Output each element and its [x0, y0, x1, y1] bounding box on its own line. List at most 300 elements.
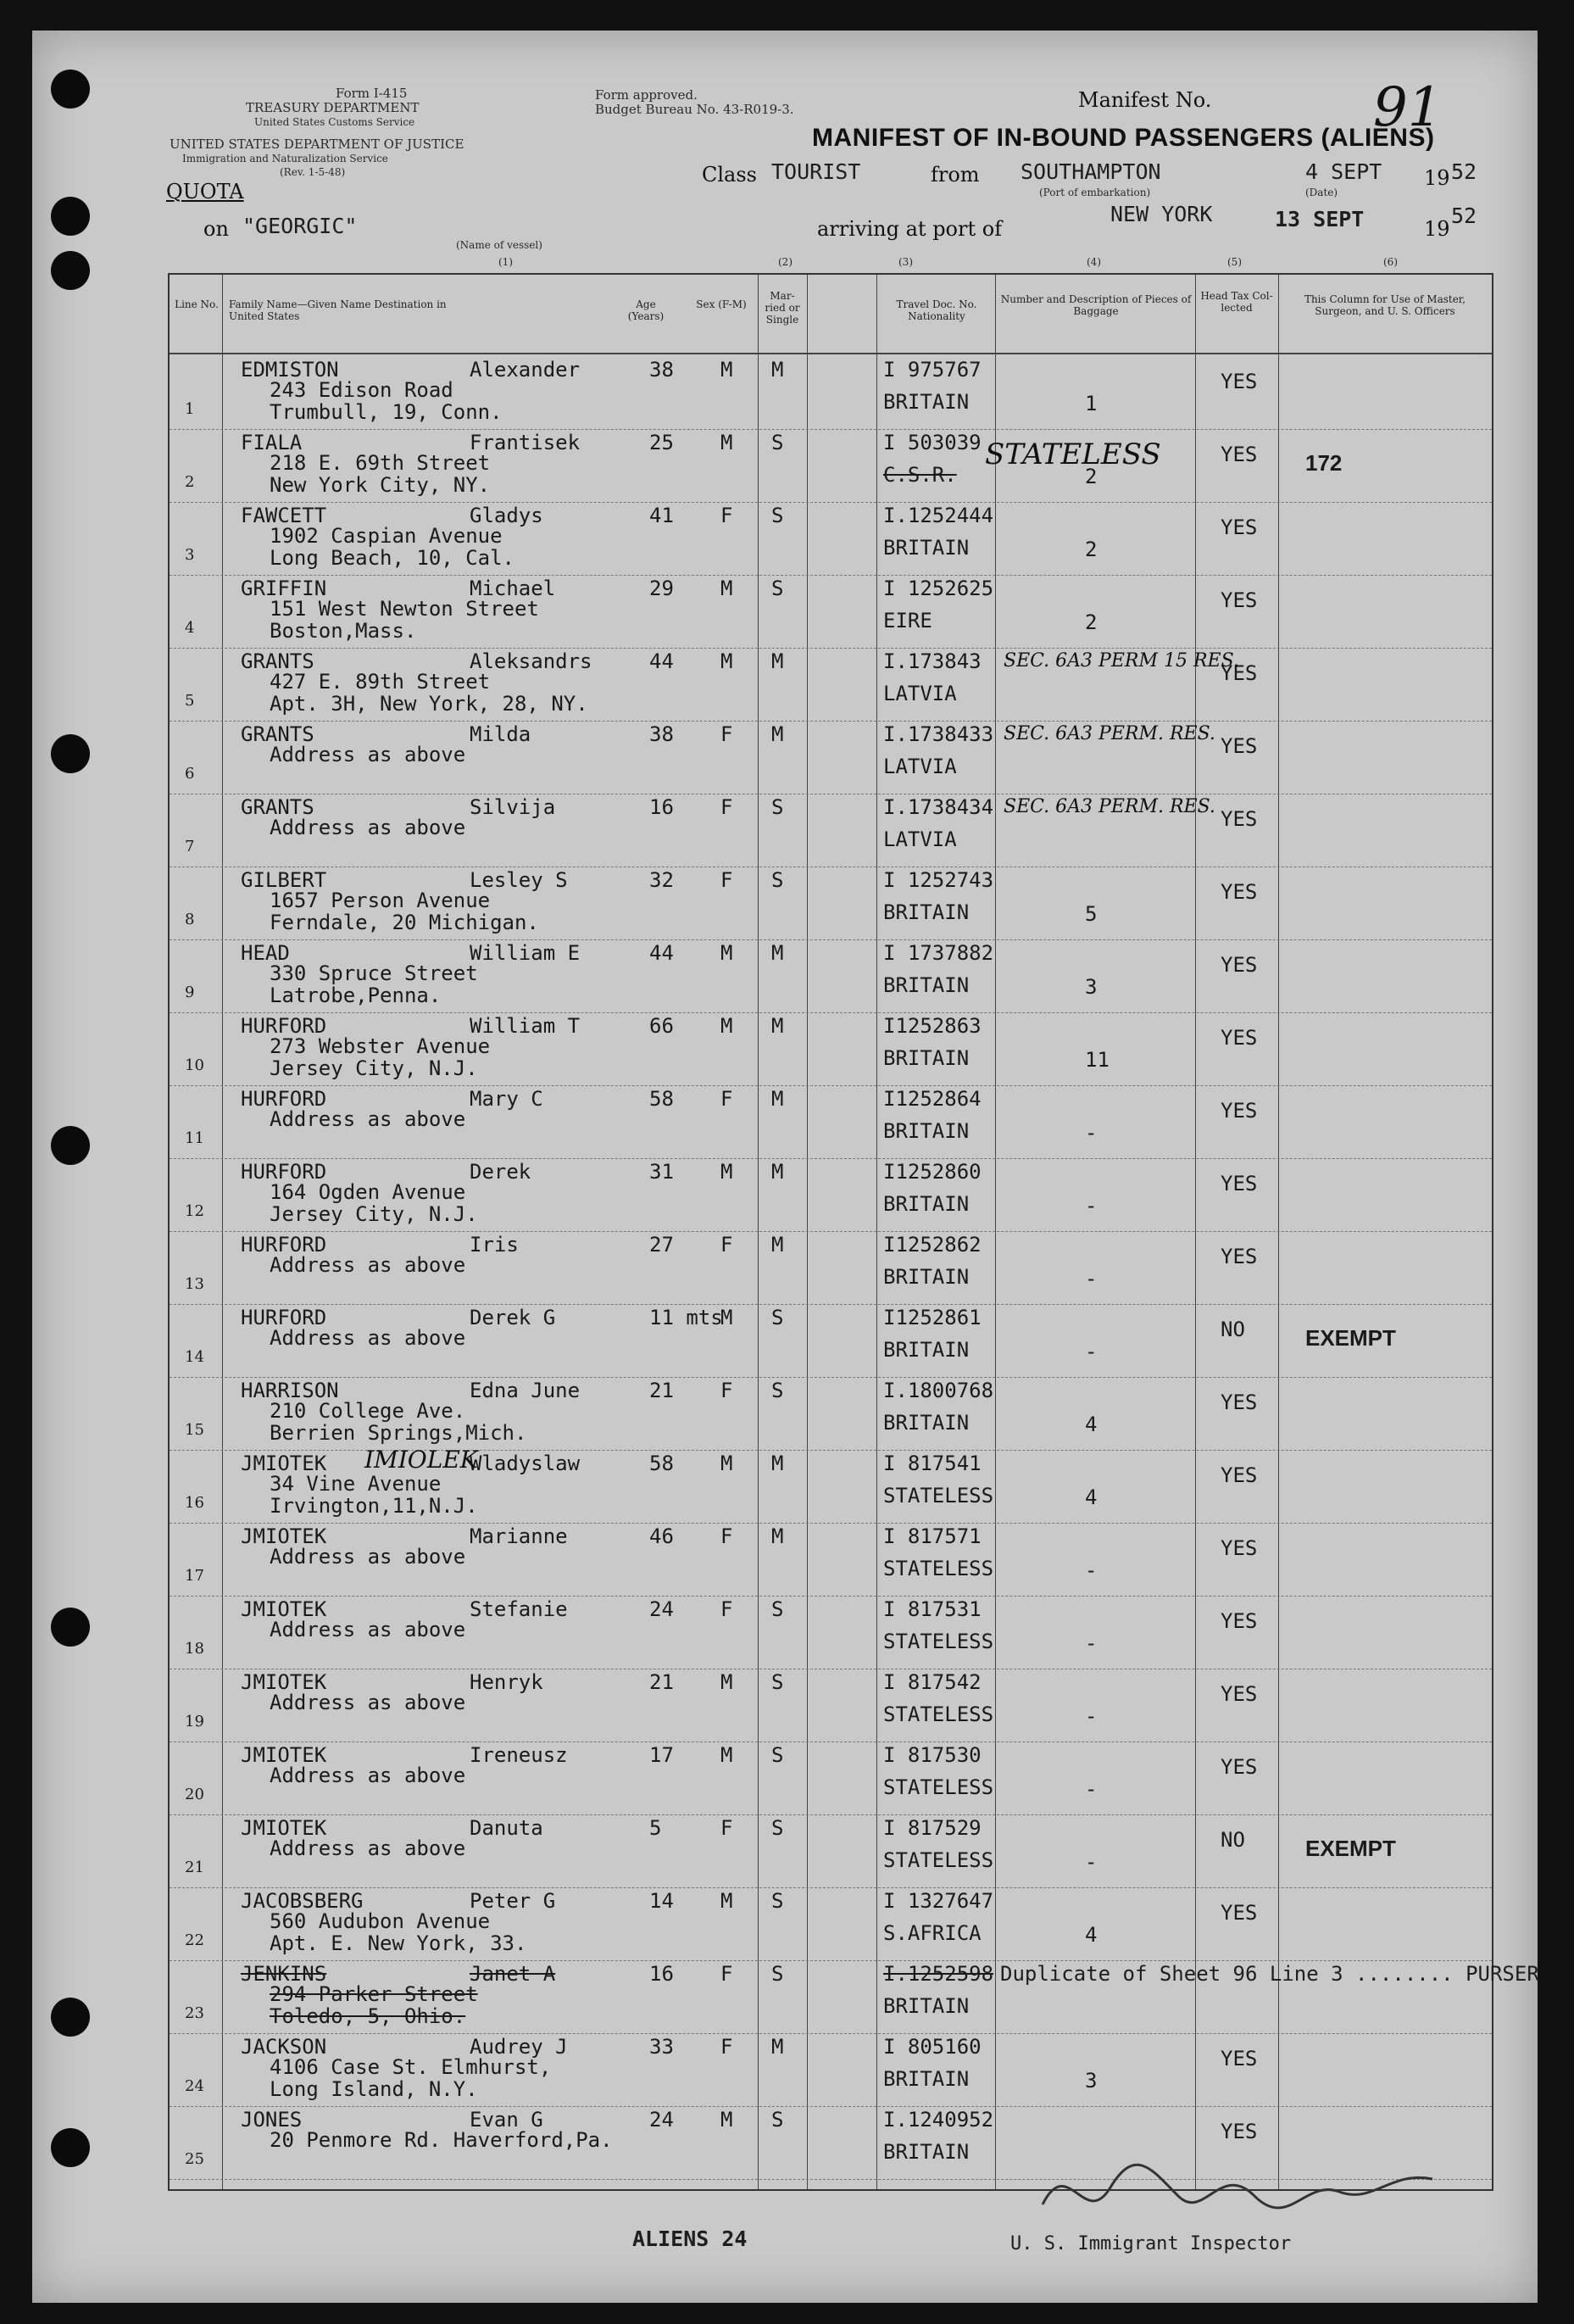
nationality: LATVIA [883, 682, 957, 705]
head-tax: NO [1221, 1318, 1245, 1341]
age: 5 [649, 1816, 662, 1840]
port-of-embarkation: SOUTHAMPTON [1021, 159, 1161, 184]
sex: F [720, 1233, 733, 1257]
age: 25 [649, 431, 674, 454]
line-number: 15 [185, 1421, 204, 1439]
table-row [170, 1012, 1492, 1085]
sex: M [720, 1160, 733, 1184]
marital-status: M [771, 1233, 784, 1257]
sex: F [720, 504, 733, 527]
given-name: Mary C [470, 1087, 543, 1111]
address-line-2: Irvington,11,N.J. [270, 1494, 478, 1518]
baggage-pieces: - [1085, 1121, 1098, 1145]
address-line-1: Address as above [270, 743, 466, 766]
sex: M [720, 1306, 733, 1329]
col-number-6: (6) [1383, 256, 1398, 268]
header-name: Family Name—Given Name Destination in United States [229, 298, 447, 322]
travel-doc-number: I.1738433 [883, 722, 994, 746]
travel-doc-number: I.1738434 [883, 795, 994, 819]
baggage-pieces: - [1085, 1704, 1098, 1728]
given-name: Henryk [470, 1670, 543, 1694]
sex: M [720, 941, 733, 965]
age: 58 [649, 1452, 674, 1475]
nationality: STATELESS [883, 1703, 994, 1726]
table-row [170, 1669, 1492, 1742]
head-tax: YES [1221, 1172, 1258, 1195]
address-line-1: 1657 Person Avenue [270, 889, 491, 912]
table-row [170, 1231, 1492, 1304]
head-tax: YES [1221, 1901, 1258, 1925]
head-tax: YES [1221, 734, 1258, 758]
dept-justice: UNITED STATES DEPARTMENT OF JUSTICE [170, 137, 464, 152]
given-name: Ireneusz [470, 1743, 568, 1767]
class-value: TOURIST [771, 159, 861, 184]
budget-bureau: Budget Bureau No. 43-R019-3. [595, 102, 794, 117]
address-line-2: Trumbull, 19, Conn. [270, 400, 503, 424]
head-tax: YES [1221, 807, 1258, 831]
line-number: 12 [185, 1202, 204, 1220]
on-label: on [203, 217, 229, 241]
vessel-caption: (Name of vessel) [456, 239, 542, 251]
travel-doc-number: I 503039 [883, 431, 982, 454]
class-label: Class [702, 163, 757, 187]
line-number: 17 [185, 1567, 204, 1585]
nationality: S.AFRICA [883, 1921, 982, 1945]
given-name: Janet A [470, 1962, 556, 1986]
line-number: 11 [185, 1129, 204, 1147]
marital-status: M [771, 358, 784, 382]
given-name: Aleksandrs [470, 649, 592, 673]
table-row [170, 2033, 1492, 2106]
family-name: HEAD [241, 941, 290, 965]
baggage-pieces: 2 [1085, 610, 1098, 634]
family-name: JACOBSBERG [241, 1889, 364, 1913]
address-line-2: Berrien Springs,Mich. [270, 1421, 527, 1445]
header-head-tax: Head Tax Col-lected [1200, 290, 1273, 314]
marital-status: M [771, 1014, 784, 1038]
table-row [170, 356, 1492, 429]
address-line-1: 218 E. 69th Street [270, 451, 491, 475]
line-number: 9 [185, 984, 195, 1001]
head-tax: YES [1221, 1755, 1258, 1779]
sex: M [720, 577, 733, 600]
age: 27 [649, 1233, 674, 1257]
line-number: 2 [185, 473, 195, 491]
travel-doc-number: I 817530 [883, 1743, 982, 1767]
line-number: 10 [185, 1056, 204, 1074]
header-married: Mar-ried or Single [765, 290, 800, 326]
address-line-2: Long Beach, 10, Cal. [270, 546, 514, 570]
address-line-1: 243 Edison Road [270, 378, 453, 402]
given-name: Wladyslaw [470, 1452, 581, 1475]
sex: F [720, 1379, 733, 1402]
arrival-year: 52 [1451, 203, 1477, 228]
address-line-2: New York City, NY. [270, 473, 491, 497]
address-line-1: 151 West Newton Street [270, 597, 539, 621]
address-line-1: Address as above [270, 1107, 466, 1131]
address-line-2: Apt. E. New York, 33. [270, 1931, 527, 1955]
age: 46 [649, 1524, 674, 1548]
given-name: Evan G [470, 2108, 543, 2132]
age: 38 [649, 722, 674, 746]
marital-status: S [771, 1816, 784, 1840]
head-tax: YES [1221, 1463, 1258, 1487]
age: 31 [649, 1160, 674, 1184]
travel-doc-number: I 1252625 [883, 577, 994, 600]
travel-doc-number: I.1252444 [883, 504, 994, 527]
family-name: JMIOTEK [241, 1452, 327, 1475]
line-number: 14 [185, 1348, 204, 1366]
head-tax: YES [1221, 443, 1258, 466]
baggage-pieces: - [1085, 1631, 1098, 1655]
sex: M [720, 1743, 733, 1767]
age: 21 [649, 1379, 674, 1402]
form-revision: (Rev. 1-5-48) [280, 166, 346, 178]
family-name: JENKINS [241, 1962, 327, 1986]
nationality: BRITAIN [883, 1411, 970, 1435]
sex: F [720, 1816, 733, 1840]
table-row [170, 1887, 1492, 1960]
address-line-2: Toledo, 5, Ohio. [270, 2004, 466, 2028]
nationality: LATVIA [883, 755, 957, 778]
given-name: Marianne [470, 1524, 568, 1548]
address-line-1: 164 Ogden Avenue [270, 1180, 466, 1204]
line-number: 23 [185, 2004, 204, 2022]
age: 16 [649, 1962, 674, 1986]
family-name: GILBERT [241, 868, 327, 892]
nationality: BRITAIN [883, 536, 970, 560]
vessel-name: "GEORGIC" [242, 214, 358, 238]
address-line-1: 330 Spruce Street [270, 961, 478, 985]
dept-treasury-sub: United States Customs Service [254, 116, 415, 128]
head-tax: YES [1221, 2047, 1258, 2070]
age: 66 [649, 1014, 674, 1038]
marital-status: S [771, 577, 784, 600]
table-row [170, 575, 1492, 648]
travel-doc-number: I 817571 [883, 1524, 982, 1548]
travel-doc-number: I.1240952 [883, 2108, 994, 2132]
age: 41 [649, 504, 674, 527]
family-name: FIALA [241, 431, 303, 454]
age: 11 mts [649, 1306, 723, 1329]
head-tax: NO [1221, 1828, 1245, 1852]
binder-hole [51, 197, 90, 236]
family-name: HURFORD [241, 1306, 327, 1329]
marital-status: M [771, 2035, 784, 2059]
address-line-1: Address as above [270, 816, 466, 839]
travel-doc-number: I1252861 [883, 1306, 982, 1329]
family-name: GRANTS [241, 649, 314, 673]
head-tax: YES [1221, 588, 1258, 612]
family-name: EDMISTON [241, 358, 339, 382]
family-name: JMIOTEK [241, 1816, 327, 1840]
inspector-label: U. S. Immigrant Inspector [1010, 2233, 1292, 2254]
address-line-2: Boston,Mass. [270, 619, 417, 643]
head-tax: YES [1221, 1682, 1258, 1706]
departure-date: 4 SEPT [1305, 159, 1382, 184]
travel-doc-number: I 1737882 [883, 941, 994, 965]
line-number: 6 [185, 765, 195, 783]
given-name: Danuta [470, 1816, 543, 1840]
sex: M [720, 431, 733, 454]
marital-status: S [771, 1597, 784, 1621]
nationality: BRITAIN [883, 1994, 970, 2018]
sex: M [720, 649, 733, 673]
baggage-pieces: - [1085, 1340, 1098, 1363]
from-label: from [931, 163, 980, 187]
address-line-2: Apt. 3H, New York, 28, NY. [270, 692, 588, 716]
address-line-1: Address as above [270, 1326, 466, 1350]
given-name: Derek G [470, 1306, 556, 1329]
table-row [170, 721, 1492, 794]
address-line-1: 273 Webster Avenue [270, 1034, 491, 1058]
line-number: 13 [185, 1275, 204, 1293]
table-row [170, 1446, 1492, 1523]
line-number: 20 [185, 1786, 204, 1803]
nationality: STATELESS [883, 1557, 994, 1580]
address-line-2: Latrobe,Penna. [270, 984, 442, 1007]
nationality: LATVIA [883, 828, 957, 851]
travel-doc-number: I 817542 [883, 1670, 982, 1694]
baggage-pieces: 5 [1085, 902, 1098, 926]
table-row [170, 648, 1492, 721]
marital-status: S [771, 504, 784, 527]
col-number-5: (5) [1227, 256, 1242, 268]
sex: F [720, 795, 733, 819]
sex: F [720, 1087, 733, 1111]
given-name: Stefanie [470, 1597, 568, 1621]
baggage-pieces: - [1085, 1558, 1098, 1582]
address-line-1: Address as above [270, 1545, 466, 1569]
given-name: Edna June [470, 1379, 581, 1402]
head-tax: YES [1221, 1536, 1258, 1560]
age: 29 [649, 577, 674, 600]
travel-doc-number: I 817529 [883, 1816, 982, 1840]
officers-note: EXEMPT [1305, 1325, 1396, 1351]
nationality: BRITAIN [883, 900, 970, 924]
given-name: Frantisek [470, 431, 581, 454]
address-line-1: Address as above [270, 1618, 466, 1641]
binder-hole [51, 251, 90, 290]
binder-hole [51, 2128, 90, 2167]
binder-hole [51, 70, 90, 109]
family-name: HURFORD [241, 1014, 327, 1038]
sex: F [720, 868, 733, 892]
table-row [170, 1158, 1492, 1231]
binder-hole [51, 1126, 90, 1165]
family-name: JMIOTEK [241, 1524, 327, 1548]
sex: M [720, 358, 733, 382]
head-tax: YES [1221, 370, 1258, 393]
sex: F [720, 1524, 733, 1548]
family-name: HURFORD [241, 1087, 327, 1111]
address-line-1: 560 Audubon Avenue [270, 1909, 491, 1933]
table-row [170, 867, 1492, 939]
travel-doc-number: I.1800768 [883, 1379, 994, 1402]
address-line-1: Address as above [270, 1764, 466, 1787]
form-approved: Form approved. [595, 87, 698, 103]
nationality: BRITAIN [883, 1338, 970, 1362]
baggage-pieces: - [1085, 1267, 1098, 1290]
table-row [170, 1960, 1539, 2033]
given-name: Lesley S [470, 868, 568, 892]
travel-doc-number: I 817531 [883, 1597, 982, 1621]
line-number: 18 [185, 1640, 204, 1658]
marital-status: S [771, 1306, 784, 1329]
col-number-2: (2) [778, 256, 793, 268]
officers-note: EXEMPT [1305, 1836, 1396, 1861]
baggage-pieces: 11 [1085, 1048, 1110, 1072]
nationality: STATELESS [883, 1484, 994, 1508]
family-name: JMIOTEK [241, 1597, 327, 1621]
year-prefix-2: 19 [1424, 217, 1450, 241]
age: 21 [649, 1670, 674, 1694]
head-tax: YES [1221, 1026, 1258, 1050]
officers-note: 172 [1305, 450, 1343, 476]
age: 16 [649, 795, 674, 819]
table-row [170, 939, 1492, 1012]
quota-label: QUOTA [166, 180, 244, 203]
line-number: 7 [185, 838, 195, 855]
travel-doc-number: I1252864 [883, 1087, 982, 1111]
line-number: 21 [185, 1859, 204, 1876]
inspector-signature [1034, 2137, 1441, 2238]
address-line-1: Address as above [270, 1253, 466, 1277]
address-line-2: Jersey City, N.J. [270, 1056, 478, 1080]
handwritten-note: IMIOLEK [364, 1446, 478, 1474]
address-line-1: 34 Vine Avenue [270, 1472, 442, 1496]
binder-hole [51, 734, 90, 773]
manifest-no-label: Manifest No. [1078, 88, 1212, 112]
handwritten-note: SEC. 6A3 PERM. RES. [1004, 723, 1215, 744]
family-name: JMIOTEK [241, 1743, 327, 1767]
family-name: FAWCETT [241, 504, 327, 527]
sex: F [720, 722, 733, 746]
address-line-2: Long Island, N.Y. [270, 2077, 478, 2101]
travel-doc-number: I 1327647 [883, 1889, 994, 1913]
marital-status: S [771, 1962, 784, 1986]
baggage-pieces: 2 [1085, 465, 1098, 488]
marital-status: M [771, 1087, 784, 1111]
departure-year: 52 [1451, 159, 1477, 184]
age: 44 [649, 941, 674, 965]
line-number: 24 [185, 2077, 204, 2095]
travel-doc-number: I1252860 [883, 1160, 982, 1184]
table-row [170, 502, 1492, 575]
family-name: JACKSON [241, 2035, 327, 2059]
nationality: STATELESS [883, 1630, 994, 1653]
binder-hole [51, 1608, 90, 1647]
age: 58 [649, 1087, 674, 1111]
given-name: Silvija [470, 795, 556, 819]
header-age: Age (Years) [627, 298, 665, 322]
given-name: William T [470, 1014, 581, 1038]
family-name: HARRISON [241, 1379, 339, 1402]
table-row [170, 1304, 1492, 1377]
baggage-pieces: 4 [1085, 1923, 1098, 1947]
family-name: JONES [241, 2108, 303, 2132]
header-sex: Sex (F-M) [696, 298, 747, 310]
nationality: BRITAIN [883, 1265, 970, 1289]
handwritten-note: Duplicate of Sheet 96 Line 3 ........ PURSER [1000, 1962, 1539, 1986]
line-number: 5 [185, 692, 195, 710]
address-line-1: 20 Penmore Rd. Haverford,Pa. [270, 2128, 613, 2152]
head-tax: YES [1221, 516, 1258, 539]
table-row [170, 1377, 1492, 1450]
handwritten-note: STATELESS [985, 437, 1161, 471]
head-tax: YES [1221, 1390, 1258, 1414]
given-name: Gladys [470, 504, 543, 527]
line-number: 16 [185, 1494, 204, 1512]
given-name: Derek [470, 1160, 531, 1184]
travel-doc-number: I 1252743 [883, 868, 994, 892]
travel-doc-number: I1252863 [883, 1014, 982, 1038]
given-name: William E [470, 941, 581, 965]
handwritten-note: SEC. 6A3 PERM. RES. [1004, 796, 1215, 817]
marital-status: M [771, 1452, 784, 1475]
col-number-4: (4) [1087, 256, 1101, 268]
marital-status: S [771, 1889, 784, 1913]
age: 24 [649, 2108, 674, 2132]
travel-doc-number: I1252862 [883, 1233, 982, 1257]
baggage-pieces: 2 [1085, 538, 1098, 561]
address-line-1: Address as above [270, 1691, 466, 1714]
age: 17 [649, 1743, 674, 1767]
table-row [170, 794, 1492, 867]
nationality: STATELESS [883, 1775, 994, 1799]
head-tax: YES [1221, 1245, 1258, 1268]
family-name: GRANTS [241, 722, 314, 746]
sex: M [720, 1670, 733, 1694]
address-line-2: Jersey City, N.J. [270, 1202, 478, 1226]
age: 24 [649, 1597, 674, 1621]
address-line-1: 1902 Caspian Avenue [270, 524, 503, 548]
age: 33 [649, 2035, 674, 2059]
family-name: GRANTS [241, 795, 314, 819]
given-name: Milda [470, 722, 531, 746]
given-name: Audrey J [470, 2035, 568, 2059]
marital-status: S [771, 1670, 784, 1694]
family-name: HURFORD [241, 1233, 327, 1257]
travel-doc-number: I 975767 [883, 358, 982, 382]
baggage-pieces: 1 [1085, 392, 1098, 415]
family-name: GRIFFIN [241, 577, 327, 600]
dept-treasury: TREASURY DEPARTMENT [246, 100, 420, 115]
marital-status: M [771, 1524, 784, 1548]
line-number: 19 [185, 1713, 204, 1730]
head-tax: YES [1221, 1099, 1258, 1123]
marital-status: S [771, 431, 784, 454]
age: 44 [649, 649, 674, 673]
family-name: JMIOTEK [241, 1670, 327, 1694]
address-line-1: 294 Parker Street [270, 1982, 478, 2006]
port-embark-caption: (Port of embarkation) [1039, 187, 1151, 198]
head-tax: YES [1221, 661, 1258, 685]
manifest-number: 91 [1373, 76, 1443, 139]
sex: M [720, 1889, 733, 1913]
col-number-3: (3) [898, 256, 913, 268]
age: 38 [649, 358, 674, 382]
binder-hole [51, 1998, 90, 2037]
col-number-1: (1) [498, 256, 513, 268]
nationality: EIRE [883, 609, 932, 633]
sex: M [720, 2108, 733, 2132]
given-name: Iris [470, 1233, 519, 1257]
line-number: 3 [185, 546, 195, 564]
sex: F [720, 1597, 733, 1621]
given-name: Michael [470, 577, 556, 600]
header-baggage: Number and Description of Pieces of Baggage [1000, 293, 1192, 317]
